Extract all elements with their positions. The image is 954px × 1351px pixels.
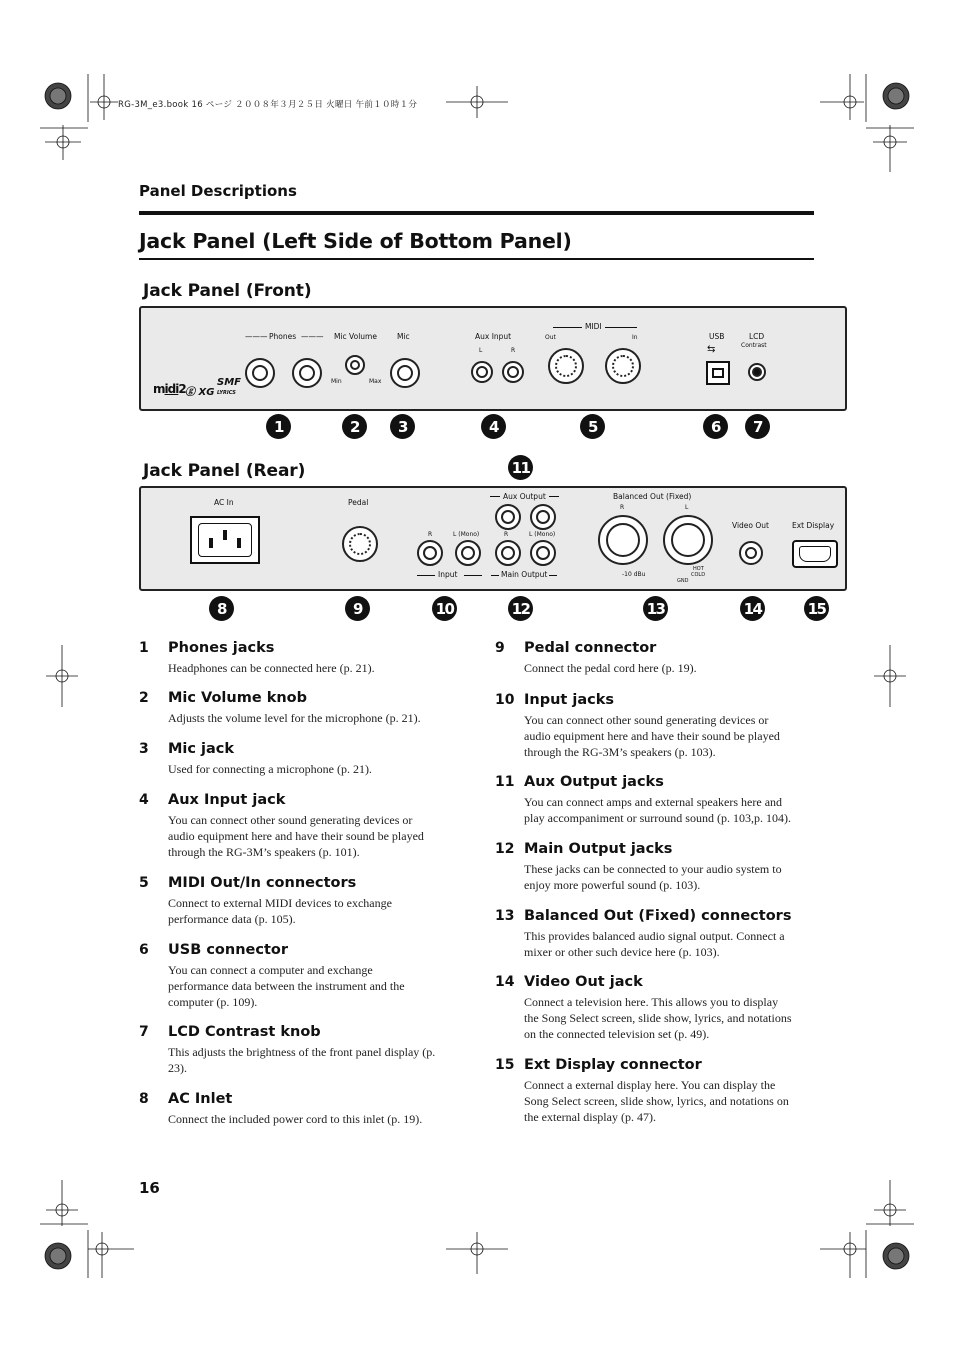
input-line-left — [417, 575, 435, 576]
aux-output-label: Aux Output — [503, 492, 546, 501]
callout-5: 5 — [580, 414, 605, 439]
main-output-label: Main Output — [501, 570, 548, 579]
rear-panel-heading: Jack Panel (Rear) — [143, 461, 306, 481]
mic-jack — [390, 358, 420, 388]
midi-in-label: In — [632, 334, 638, 341]
video-out-label: Video Out — [732, 521, 769, 530]
midi-label: MIDI — [582, 322, 605, 331]
callout-3: 3 — [390, 414, 415, 439]
cold-label: COLD — [691, 572, 706, 578]
pedal-connector — [342, 526, 378, 562]
item-title: Aux Input jack — [168, 792, 286, 808]
main-l-mono-label: L (Mono) — [529, 531, 556, 538]
item-number: 11 — [495, 774, 515, 790]
main-output-line-right — [549, 575, 557, 576]
main-output-line-left — [491, 575, 499, 576]
min-label: Min — [331, 378, 342, 385]
item-description-line: You can connect amps and external speakers here and — [524, 795, 783, 809]
hot-label: HOT — [693, 566, 704, 572]
balanced-l-label: L — [685, 504, 689, 511]
item-number: 13 — [495, 908, 515, 924]
item-description-line: Connect the pedal cord here (p. 19). — [524, 661, 697, 675]
item-description-line: Headphones can be connected here (p. 21). — [168, 661, 375, 675]
input-jack-r — [417, 540, 443, 566]
callout-15: 15 — [804, 596, 829, 621]
item-title: AC Inlet — [168, 1091, 233, 1107]
item-number: 1 — [139, 640, 149, 656]
midi-out-label: Out — [545, 334, 556, 341]
item-description-line: 23). — [168, 1061, 187, 1075]
usb-connector — [706, 361, 730, 385]
input-line-right — [464, 575, 482, 576]
page-title: Jack Panel (Left Side of Bottom Panel) — [139, 229, 572, 253]
lcd-contrast-knob — [748, 363, 766, 381]
item-description-line: audio equipment here and have their sound be played — [524, 729, 780, 743]
ac-in-label: AC In — [214, 498, 234, 507]
aux-input-l-label: L — [479, 347, 483, 354]
title-rule — [139, 258, 814, 260]
midi2-logo: midi2 — [153, 382, 186, 396]
item-description-line: Connect a external display here. You can display the — [524, 1078, 776, 1092]
callout-11: 11 — [508, 455, 533, 480]
aux-input-jack-l — [471, 361, 493, 383]
item-description-line: through the RG-3M’s speakers (p. 103). — [524, 745, 716, 759]
balanced-out-l-connector — [663, 515, 713, 565]
smf-lyrics-logo: SMF LYRICS — [217, 377, 241, 396]
item-number: 2 — [139, 690, 149, 706]
item-number: 8 — [139, 1091, 149, 1107]
item-description-line: This adjusts the brightness of the front panel display (p. — [168, 1045, 436, 1059]
print-info-line: RG-3M_e3.book 16 ページ ２００８年３月２５日 火曜日 午前１０時１分 — [118, 100, 418, 110]
item-number: 7 — [139, 1024, 149, 1040]
item-number: 12 — [495, 841, 515, 857]
callout-9: 9 — [345, 596, 370, 621]
item-description-line: Song Select screen, slide show, lyrics, and notations on — [524, 1094, 789, 1108]
ext-display-connector — [792, 540, 838, 568]
balanced-out-label: Balanced Out (Fixed) — [613, 492, 692, 501]
phones-jack-2 — [292, 358, 322, 388]
item-description-line: These jacks can be connected to your audio system to — [524, 862, 782, 876]
item-description-line: Connect the included power cord to this inlet (p. 19). — [168, 1112, 423, 1126]
callout-1: 1 — [266, 414, 291, 439]
item-description-line: through the RG-3M’s speakers (p. 101). — [168, 845, 360, 859]
item-title: Balanced Out (Fixed) connectors — [524, 908, 792, 924]
balanced-r-label: R — [620, 504, 625, 511]
input-r-label: R — [428, 531, 433, 538]
item-description-line: You can connect other sound generating devices or — [168, 813, 413, 827]
aux-output-jack-l — [530, 504, 556, 530]
item-title: Ext Display connector — [524, 1057, 702, 1073]
aux-input-jack-r — [502, 361, 524, 383]
item-description-line: on the connected television set (p. 49). — [524, 1027, 710, 1041]
input-l-mono-label: L (Mono) — [453, 531, 480, 538]
item-description-line: mixer or other such device here (p. 103). — [524, 945, 720, 959]
input-label: Input — [438, 570, 458, 579]
phones-line-right: ——— — [301, 332, 324, 341]
item-description-line: performance data between the instrument and the — [168, 979, 405, 993]
item-number: 14 — [495, 974, 515, 990]
video-out-jack — [739, 541, 763, 565]
usb-icon: ⇆ — [707, 344, 716, 355]
midi-out-connector — [548, 348, 584, 384]
usb-label: USB — [709, 332, 725, 341]
item-title: Pedal connector — [524, 640, 657, 656]
balanced-out-r-connector — [598, 515, 648, 565]
front-panel-diagram — [139, 306, 847, 411]
item-description-line: Used for connecting a microphone (p. 21). — [168, 762, 372, 776]
callout-10: 10 — [432, 596, 457, 621]
item-description-line: the external display (p. 47). — [524, 1110, 656, 1124]
callout-6: 6 — [703, 414, 728, 439]
item-title: Input jacks — [524, 692, 615, 708]
callout-2: 2 — [342, 414, 367, 439]
item-number: 4 — [139, 792, 149, 808]
main-output-jack-l — [530, 540, 556, 566]
item-description-line: enjoy more powerful sound (p. 103). — [524, 878, 701, 892]
aux-output-line-right — [549, 496, 559, 497]
callout-14: 14 — [740, 596, 765, 621]
main-r-label: R — [504, 531, 509, 538]
item-description-line: This provides balanced audio signal output. Connect a — [524, 929, 785, 943]
item-title: Mic jack — [168, 741, 235, 757]
item-description-line: play accompaniment or surround sound (p. 103,p. 104). — [524, 811, 791, 825]
ac-inlet — [190, 516, 260, 564]
item-description-line: the Song Select screen, slide show, lyrics, and notations — [524, 1011, 792, 1025]
item-number: 15 — [495, 1057, 515, 1073]
page-number: 16 — [139, 1179, 160, 1197]
item-title: Aux Output jacks — [524, 774, 664, 790]
callout-12: 12 — [508, 596, 533, 621]
mic-label: Mic — [397, 332, 410, 341]
max-label: Max — [369, 378, 382, 385]
item-description-line: audio equipment here and have their sound be played — [168, 829, 424, 843]
item-description-line: Adjusts the volume level for the microphone (p. 21). — [168, 711, 421, 725]
minus10-dbu-label: -10 dBu — [622, 571, 646, 578]
phones-line-left: ——— — [245, 332, 268, 341]
item-number: 9 — [495, 640, 505, 656]
item-title: LCD Contrast knob — [168, 1024, 321, 1040]
item-title: Mic Volume knob — [168, 690, 308, 706]
callout-8: 8 — [209, 596, 234, 621]
phones-label: Phones — [269, 332, 297, 341]
item-description-line: Connect to external MIDI devices to exchange — [168, 896, 392, 910]
item-title: USB connector — [168, 942, 288, 958]
callout-13: 13 — [643, 596, 668, 621]
callout-7: 7 — [745, 414, 770, 439]
item-description-line: performance data (p. 105). — [168, 912, 296, 926]
item-description-line: You can connect other sound generating devices or — [524, 713, 769, 727]
phones-jack-1 — [245, 358, 275, 388]
item-title: Main Output jacks — [524, 841, 673, 857]
mic-volume-knob — [345, 355, 365, 375]
lcd-label: LCD — [749, 332, 765, 341]
callout-4: 4 — [481, 414, 506, 439]
pedal-label: Pedal — [348, 498, 369, 507]
aux-input-r-label: R — [511, 347, 516, 354]
item-number: 10 — [495, 692, 515, 708]
input-jack-l — [455, 540, 481, 566]
gnd-label: GND — [677, 578, 689, 584]
item-number: 3 — [139, 741, 149, 757]
section-title: Panel Descriptions — [139, 182, 297, 200]
item-description-line: You can connect a computer and exchange — [168, 963, 373, 977]
aux-output-jack-r — [495, 504, 521, 530]
item-title: MIDI Out/In connectors — [168, 875, 357, 891]
item-description-line: computer (p. 109). — [168, 995, 258, 1009]
mic-volume-label: Mic Volume — [334, 332, 377, 341]
rear-panel-diagram — [139, 486, 847, 591]
item-title: Video Out jack — [524, 974, 643, 990]
item-title: Phones jacks — [168, 640, 275, 656]
main-output-jack-r — [495, 540, 521, 566]
contrast-label: Contrast — [741, 342, 767, 349]
xg-logo: ⓖ XG — [185, 387, 215, 398]
item-description-line: Connect a television here. This allows you to display — [524, 995, 779, 1009]
item-number: 6 — [139, 942, 149, 958]
midi-in-connector — [605, 348, 641, 384]
item-number: 5 — [139, 875, 149, 891]
front-panel-heading: Jack Panel (Front) — [143, 281, 312, 301]
header-rule — [139, 211, 814, 215]
ext-display-label: Ext Display — [792, 521, 835, 530]
aux-output-line-left — [490, 496, 500, 497]
aux-input-label: Aux Input — [475, 332, 512, 341]
